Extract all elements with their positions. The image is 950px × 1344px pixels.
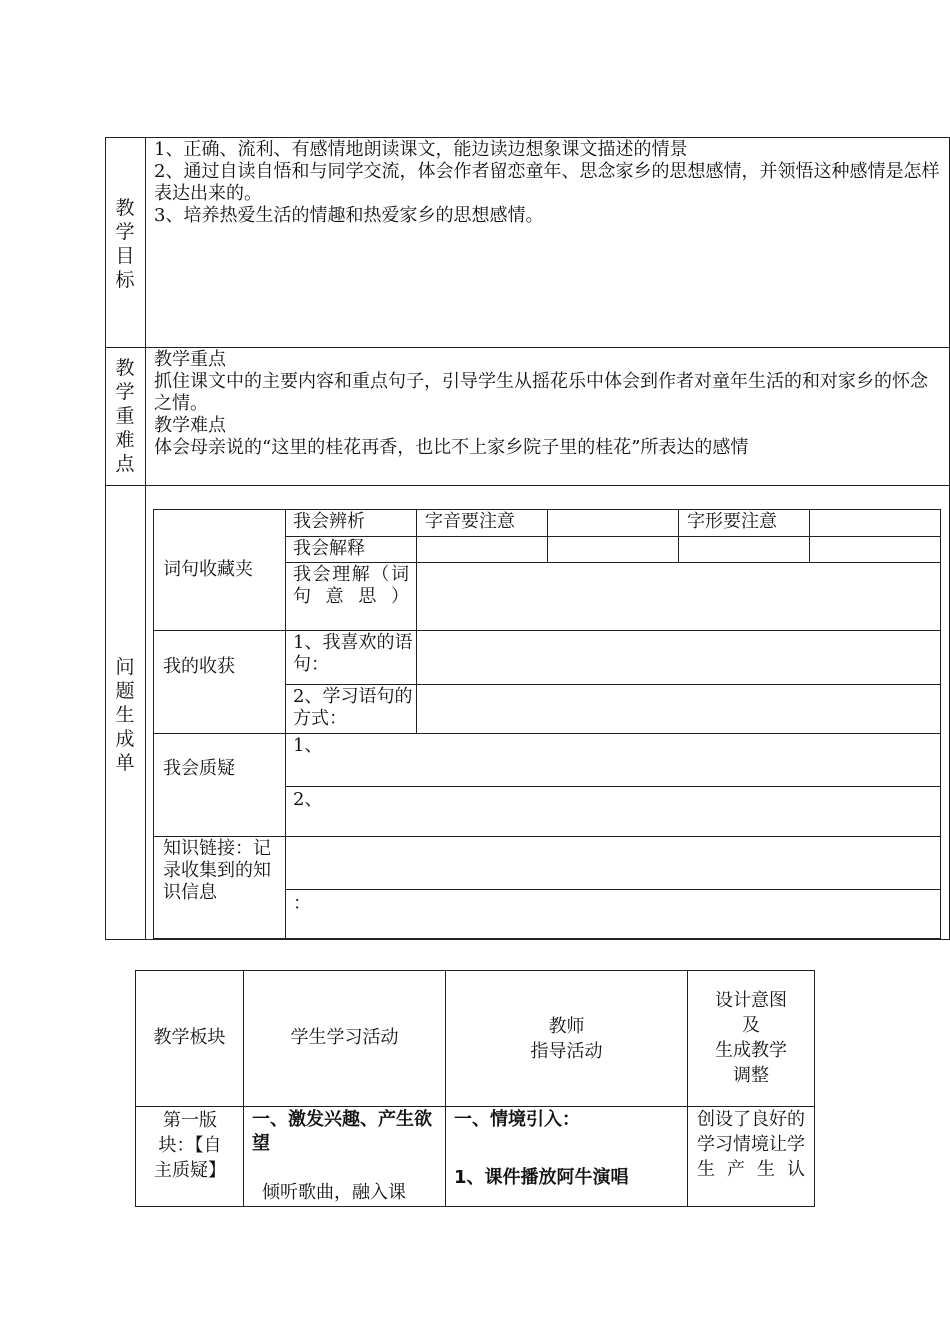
harvest-label: 我的收获 — [163, 656, 235, 677]
row1-teacher-title: 一、情境引入： — [454, 1109, 580, 1130]
knowledge-colon: ： — [293, 893, 311, 914]
questions-header: 问题生成单 — [115, 656, 135, 774]
doubt-2: 2、 — [293, 789, 323, 810]
header-design: 设计意图 及 生成教学 调整 — [715, 990, 787, 1086]
explain-label: 我会解释 — [293, 538, 365, 559]
row1-teacher-text: 1、课件播放阿牛演唱 — [454, 1167, 629, 1188]
difficulty-title: 教学难点 — [154, 415, 226, 436]
analyze-label: 我会辨析 — [293, 511, 365, 532]
row1-student-title: 一、激发兴趣、产生欲望 — [252, 1109, 432, 1154]
favorite-label: 1、我喜欢的语句： — [293, 632, 413, 675]
pronunciation-label: 字音要注意 — [425, 511, 515, 532]
key-points-header: 教学重难点 — [115, 357, 135, 475]
row1-student-text: 倾听歌曲，融入课 — [262, 1182, 406, 1203]
goals-header: 教学目标 — [115, 197, 135, 291]
vocab-label: 词句收藏夹 — [163, 559, 253, 580]
shape-label: 字形要注意 — [687, 511, 777, 532]
row1-design-text: 创设了良好的学习情境让学生产生认 — [697, 1109, 805, 1180]
row1-block: 第一版块：【自主质疑】 — [154, 1110, 226, 1181]
focus-text: 抓住课文中的主要内容和重点句子，引导学生从摇花乐中体会到作者对童年生活的和对家乡的怀念之情。 — [154, 371, 928, 414]
key-points-content — [154, 349, 944, 459]
goal-item-2: 2、通过自读自悟和与同学交流，体会作者留恋童年、思念家乡的思想感情，并领悟这种感情是怎样表达出来的。 — [154, 161, 940, 204]
understand-label: 我会理解（词句意思） — [293, 564, 409, 607]
header-teacher: 教师 指导活动 — [530, 1016, 603, 1062]
header-block: 教学板块 — [153, 1027, 226, 1048]
doubt-1: 1、 — [293, 735, 323, 756]
doubt-label: 我会质疑 — [163, 758, 235, 779]
header-student: 学生学习活动 — [290, 1027, 399, 1048]
difficulty-text: 体会母亲说的“这里的桂花再香，也比不上家乡院子里的桂花”所表达的感情 — [154, 437, 749, 458]
knowledge-label: 知识链接：记录收集到的知识信息 — [163, 838, 271, 903]
goals-content — [154, 139, 944, 227]
focus-title: 教学重点 — [154, 349, 226, 370]
method-label: 2、学习语句的方式： — [293, 686, 413, 729]
goal-item-1: 1、正确、流利、有感情地朗读课文，能边读边想象课文描述的情景 — [154, 139, 688, 160]
goal-item-3: 3、培养热爱生活的情趣和热爱家乡的思想感情。 — [154, 205, 544, 226]
